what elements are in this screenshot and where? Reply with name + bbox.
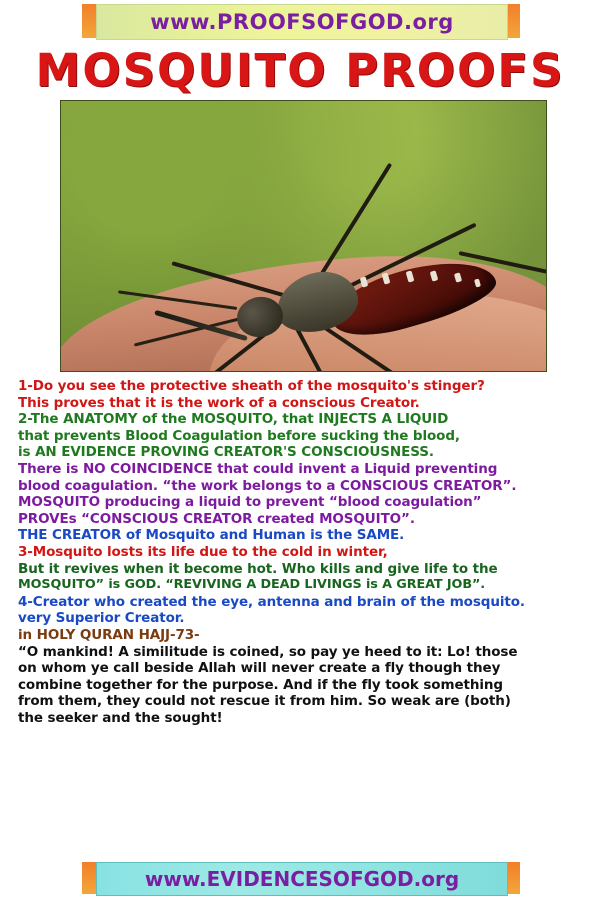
text-line: 4-Creator who created the eye, antenna and brain of the mosquito.	[18, 593, 525, 610]
text-line: 2-The ANATOMY of the MOSQUITO, that INJECTS A LIQUID	[18, 411, 449, 428]
text-line: But it revives when it become hot. Who kills and give life to the	[18, 560, 498, 577]
text-line: MOSQUITO producing a liquid to prevent “blood coagulation”	[18, 494, 482, 511]
text-line: “O mankind! A similitude is coined, so pay ye heed to it: Lo! those	[18, 643, 518, 660]
text-line: MOSQUITO” is GOD. “REVIVING A DEAD LIVINGS is A GREAT JOB”.	[18, 577, 486, 593]
top-banner-left-edge	[82, 4, 96, 38]
text-line: combine together for the purpose. And if the fly took something	[18, 676, 503, 693]
text-line: 3-Mosquito losts its life due to the cold in winter,	[18, 543, 388, 560]
text-line: very Superior Creator.	[18, 610, 185, 627]
text-line: 1-Do you see the protective sheath of the mosquito's stinger?	[18, 378, 485, 394]
text-line: from them, they could not rescue it from him. So weak are (both)	[18, 693, 511, 710]
text-line: in HOLY QURAN HAJJ-73-	[18, 626, 200, 643]
text-line: PROVEs “CONSCIOUS CREATOR created MOSQUITO”.	[18, 510, 415, 527]
text-line: on whom ye call beside Allah will never create a fly though they	[18, 660, 501, 677]
proof-text-block	[18, 378, 588, 726]
bottom-banner	[96, 862, 508, 896]
text-line: There is NO COINCIDENCE that could invent a Liquid preventing	[18, 460, 498, 477]
page-title: MOSQUITO PROOFS	[35, 44, 565, 97]
text-line: This proves that it is the work of a conscious Creator.	[18, 394, 420, 411]
text-line: THE CREATOR of Mosquito and Human is the SAME.	[18, 527, 405, 544]
top-banner	[96, 4, 508, 40]
text-line: the seeker and the sought!	[18, 709, 223, 726]
top-banner-website[interactable]: www.PROOFSOFGOD.org	[150, 10, 454, 34]
mosquito-photo	[60, 100, 547, 372]
text-line: is AN EVIDENCE PROVING CREATOR'S CONSCIOUSNESS.	[18, 444, 434, 461]
text-line: that prevents Blood Coagulation before sucking the blood,	[18, 427, 460, 444]
bottom-banner-right-edge	[506, 862, 520, 894]
top-banner-right-edge	[506, 4, 520, 38]
bottom-banner-left-edge	[82, 862, 96, 894]
text-line: blood coagulation. “the work belongs to a CONSCIOUS CREATOR”.	[18, 477, 517, 494]
bottom-banner-website[interactable]: www.EVIDENCESOFGOD.org	[144, 867, 460, 891]
